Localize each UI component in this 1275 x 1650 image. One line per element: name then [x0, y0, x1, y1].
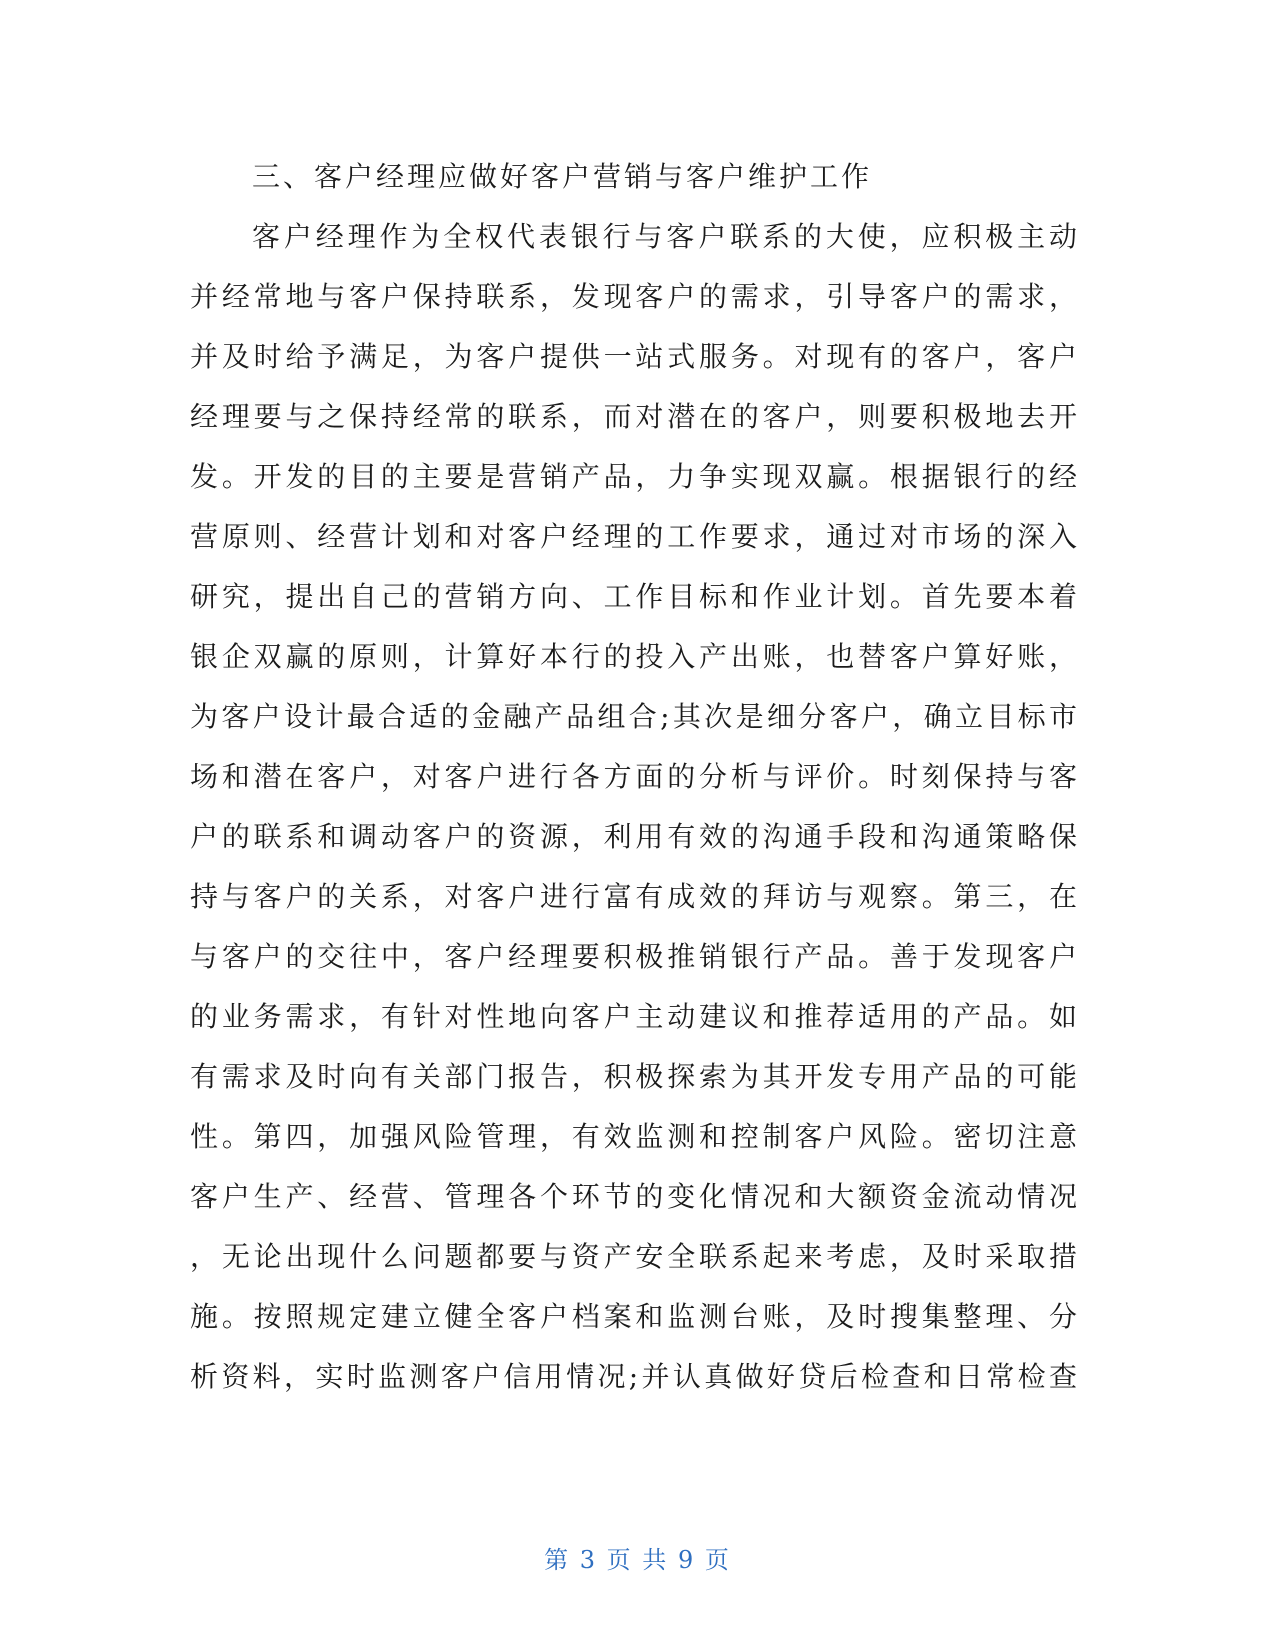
paragraph-line: 持与客户的关系，对客户进行富有成效的拜访与观察。第三，在: [190, 880, 1080, 913]
paragraph-line: 营原则、经营计划和对客户经理的工作要求，通过对市场的深入: [190, 520, 1080, 553]
paragraph-line: 为客户设计最合适的金融产品组合;其次是细分客户，确立目标市: [190, 700, 1080, 733]
document-body: [190, 147, 1080, 1407]
paragraph-line: 有需求及时向有关部门报告，积极探索为其开发专用产品的可能: [190, 1060, 1080, 1093]
section-heading: 三、客户经理应做好客户营销与客户维护工作: [252, 160, 873, 193]
paragraph-line: 性。第四，加强风险管理，有效监测和控制客户风险。密切注意: [190, 1120, 1080, 1153]
paragraph-line: 的业务需求，有针对性地向客户主动建议和推荐适用的产品。如: [190, 1000, 1080, 1033]
paragraph-line: 场和潜在客户，对客户进行各方面的分析与评价。时刻保持与客: [190, 760, 1080, 793]
paragraph-line: 经理要与之保持经常的联系，而对潜在的客户，则要积极地去开: [190, 400, 1080, 433]
paragraph-line: 并经常地与客户保持联系，发现客户的需求，引导客户的需求，: [190, 280, 1080, 313]
page-number-footer: 第 3 页 共 9 页: [544, 1546, 731, 1574]
paragraph-line: ，无论出现什么问题都要与资产安全联系起来考虑，及时采取措: [190, 1240, 1080, 1273]
paragraph-line: 与客户的交往中，客户经理要积极推销银行产品。善于发现客户: [190, 940, 1080, 973]
paragraph-line: 施。按照规定建立健全客户档案和监测台账，及时搜集整理、分: [190, 1300, 1080, 1333]
paragraph-line: 客户经理作为全权代表银行与客户联系的大使，应积极主动: [252, 220, 1080, 253]
paragraph-line: 银企双赢的原则，计算好本行的投入产出账，也替客户算好账，: [190, 640, 1080, 673]
paragraph-line: 析资料，实时监测客户信用情况;并认真做好贷后检查和日常检查: [190, 1360, 1080, 1393]
paragraph-line: 户的联系和调动客户的资源，利用有效的沟通手段和沟通策略保: [190, 820, 1080, 853]
paragraph-line: 发。开发的目的主要是营销产品，力争实现双赢。根据银行的经: [190, 460, 1080, 493]
paragraph-line: 研究，提出自己的营销方向、工作目标和作业计划。首先要本着: [190, 580, 1080, 613]
paragraph-line: 客户生产、经营、管理各个环节的变化情况和大额资金流动情况: [190, 1180, 1080, 1213]
paragraph-line: 并及时给予满足，为客户提供一站式服务。对现有的客户，客户: [190, 340, 1080, 373]
